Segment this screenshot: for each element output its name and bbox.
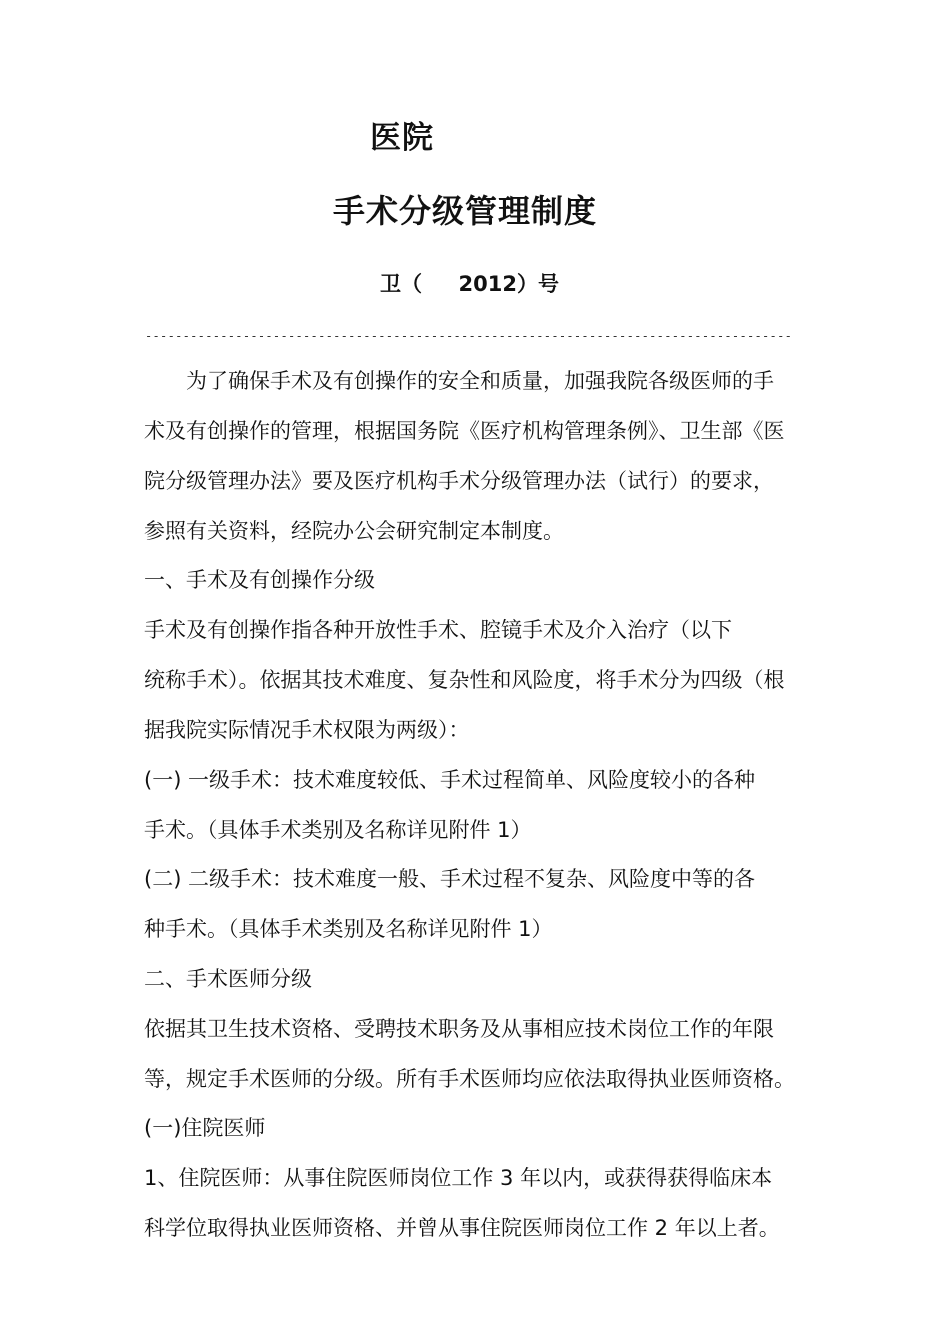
- body-line: 等，规定手术医师的分级。所有手术医师均应依法取得执业医师资格。: [144, 1067, 795, 1091]
- body-line: 为了确保手术及有创操作的安全和质量，加强我院各级医师的手: [144, 369, 774, 393]
- body-line: 依据其卫生技术资格、受聘技术职务及从事相应技术岗位工作的年限: [144, 1017, 774, 1041]
- body-line: 手术。（具体手术类别及名称详见附件 1）: [144, 818, 532, 842]
- section-heading: 一、手术及有创操作分级: [144, 568, 375, 592]
- body-line: (一) 一级手术：技术难度较低、手术过程简单、风险度较小的各种: [144, 768, 756, 792]
- body-line: (二) 二级手术：技术难度一般、手术过程不复杂、风险度中等的各: [144, 867, 756, 891]
- body-line: 1、住院医师：从事住院医师岗位工作 3 年以内，或获得获得临床本: [144, 1166, 773, 1190]
- document-title: 手术分级管理制度: [333, 192, 598, 230]
- body-line: 统称手术）。依据其技术难度、复杂性和风险度，将手术分为四级（根: [144, 668, 785, 692]
- body-line: 据我院实际情况手术权限为两级）：: [144, 718, 470, 742]
- body-line: 科学位取得执业医师资格、并曾从事住院医师岗位工作 2 年以上者。: [144, 1216, 780, 1240]
- body-line: 种手术。（具体手术类别及名称详见附件 1）: [144, 917, 553, 941]
- hospital-name: 医院: [370, 120, 434, 156]
- subsection-heading: (一)住院医师: [144, 1116, 266, 1140]
- body-line: 参照有关资料，经院办公会研究制定本制度。: [144, 519, 564, 543]
- body-line: 院分级管理办法》要及医疗机构手术分级管理办法（试行）的要求，: [144, 469, 774, 493]
- section-heading: 二、手术医师分级: [144, 967, 312, 991]
- body-line: 手术及有创操作指各种开放性手术、腔镜手术及介入治疗（以下: [144, 618, 732, 642]
- body-line: 术及有创操作的管理，根据国务院《医疗机构管理条例》、卫生部《医: [144, 419, 785, 443]
- divider-line: --------------------------------------------------------------------------------------: [145, 329, 793, 343]
- document-number: 卫（ 2012）号: [380, 272, 560, 296]
